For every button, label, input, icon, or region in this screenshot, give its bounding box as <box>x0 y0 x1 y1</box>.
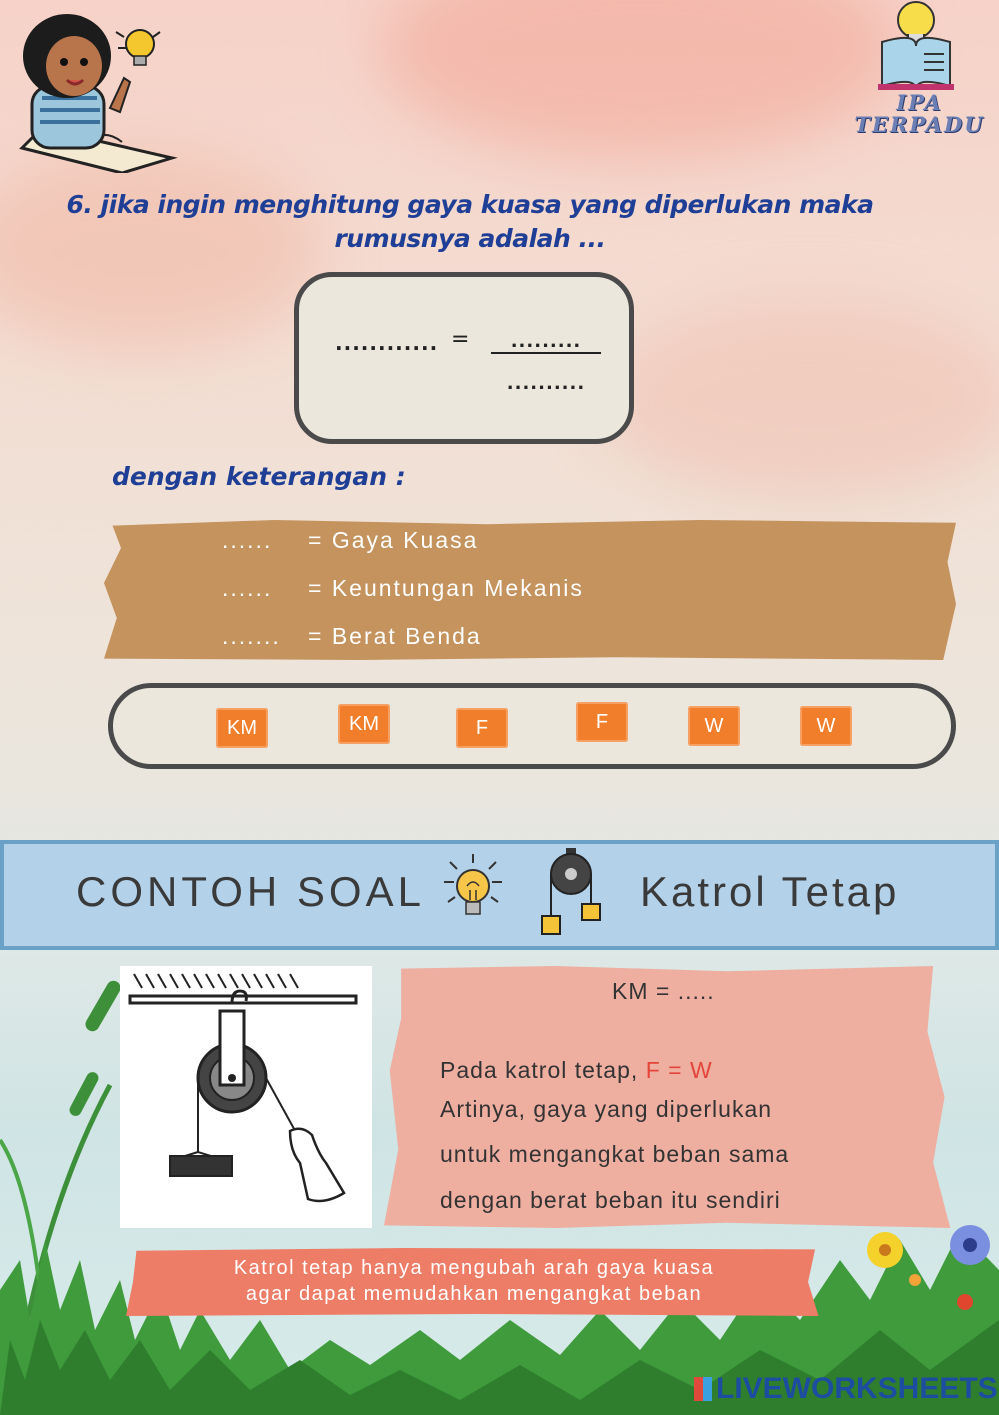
answer-highlight: F = W <box>645 1057 713 1083</box>
drag-tile-f[interactable]: F <box>456 708 508 748</box>
brand-mark-icon <box>694 1377 712 1401</box>
pulley-icon <box>538 848 604 940</box>
legend-text: = Berat Benda <box>308 623 482 649</box>
brand-logo <box>694 1372 998 1406</box>
lightbulb-icon <box>436 852 510 932</box>
drag-tile-km[interactable]: KM <box>338 704 390 744</box>
legend-blank[interactable]: ....... <box>222 623 281 649</box>
drag-tile-w[interactable]: W <box>800 706 852 746</box>
answer-line-1 <box>440 1057 713 1084</box>
girl-idea-illustration <box>12 8 182 173</box>
legend-text: = Gaya Kuasa <box>308 527 479 553</box>
km-answer-line[interactable]: KM = ..... <box>612 978 715 1004</box>
formula-equals: = <box>451 327 470 352</box>
fixed-pulley-diagram <box>120 966 372 1228</box>
question-text: 6. jika ingin menghitung gaya kuasa yang diperlukan maka rumusnya adalah ... <box>66 190 874 253</box>
answer-line-4: dengan berat beban itu sendiri <box>440 1187 781 1213</box>
answer-line-3: untuk mengangkat beban sama <box>440 1141 790 1167</box>
drag-tile-km[interactable]: KM <box>216 708 268 748</box>
drag-tile-w[interactable]: W <box>688 706 740 746</box>
logo-text: IPA TERPADU <box>854 90 985 137</box>
section-title-right: Katrol Tetap <box>640 868 900 915</box>
answer-line-1-prefix: Pada katrol tetap, <box>440 1057 646 1083</box>
keterangan-label: dengan keterangan : <box>112 462 406 491</box>
formula-numerator-blank[interactable]: ......... <box>491 331 601 354</box>
legend-blank[interactable]: ...... <box>222 527 273 553</box>
legend-row <box>222 575 584 602</box>
note-line-2: agar dapat memudahkan mengangkat beban <box>245 1283 703 1305</box>
bg-blob <box>380 0 900 160</box>
drag-tile-f[interactable]: F <box>576 702 628 742</box>
answer-line-2: Artinya, gaya yang diperlukan <box>440 1096 773 1122</box>
note-text <box>126 1255 822 1307</box>
formula-box <box>294 272 634 444</box>
note-line-1: Katrol tetap hanya mengubah arah gaya kuasa <box>233 1257 715 1279</box>
formula-result-blank[interactable]: ............ <box>335 331 439 355</box>
legend-blank[interactable]: ...... <box>222 575 273 601</box>
legend-row <box>222 623 482 650</box>
legend-text: = Keuntungan Mekanis <box>308 575 584 601</box>
brand-text: LIVEWORKSHEETS <box>716 1372 998 1405</box>
legend-row <box>222 527 478 554</box>
formula-denominator-blank[interactable]: .......... <box>506 373 586 394</box>
bg-blob <box>600 300 999 500</box>
section-title-left: CONTOH SOAL <box>76 868 425 915</box>
